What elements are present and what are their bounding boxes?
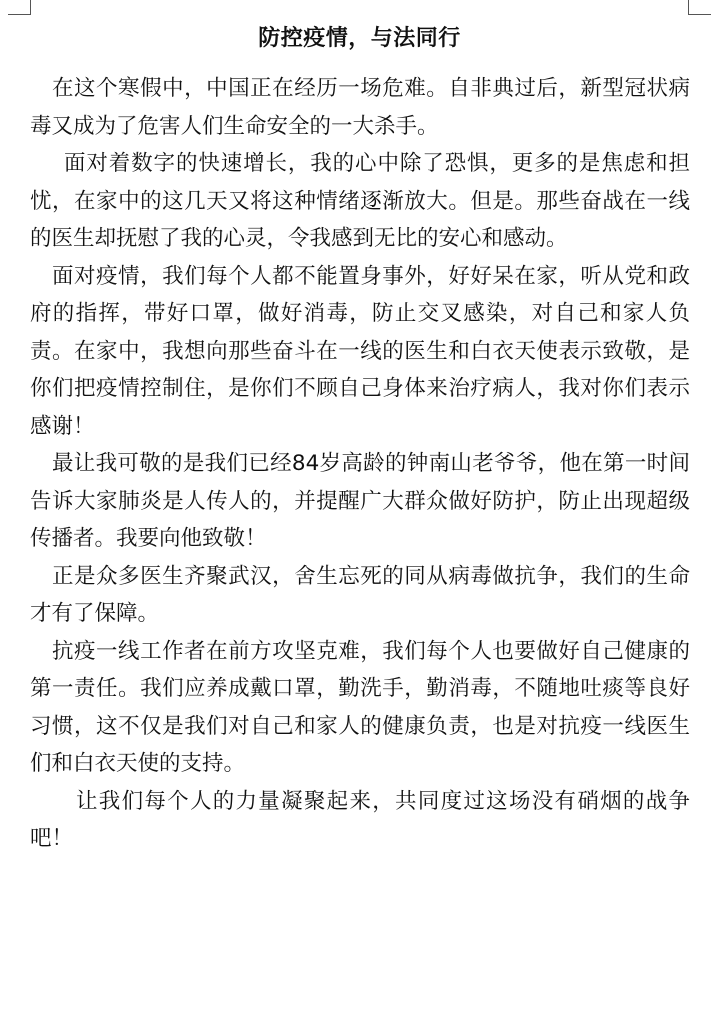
paragraph-7: 让我们每个人的力量凝聚起来，共同度过这场没有硝烟的战争吧！ [30, 788, 690, 851]
document-title: 防控疫情，与法同行 [258, 26, 461, 51]
paragraph-6: 抗疫一线工作者在前方攻坚克难，我们每个人也要做好自己健康的第一责任。我们应养成戴口罩，勤洗手，勤消毒，不随地吐痰等良好习惯，这不仅是我们对自己和家人的健康负责，也是对抗疫一线医生们和白衣天使的支持。 [30, 638, 690, 776]
page-corner-mark-left [8, 0, 31, 15]
page-corner-mark-right [688, 0, 711, 15]
paragraph-4: 最让我可敬的是我们已经84岁高龄的钟南山老爷爷，他在第一时间告诉大家肺炎是人传人的，并提醒广大群众做好防护，防止出现超级传播者。我要向他致敬！ [30, 451, 690, 551]
paragraph-2: 面对着数字的快速增长，我的心中除了恐惧，更多的是焦虑和担忧，在家中的这几天又将这种情绪逐渐放大。但是。那些奋战在一线的医生却抚慰了我的心灵，令我感到无比的安心和感动。 [30, 151, 690, 251]
paragraph-5: 正是众多医生齐聚武汉，舍生忘死的同从病毒做抗争，我们的生命才有了保障。 [30, 563, 690, 626]
paragraph-1: 在这个寒假中，中国正在经历一场危难。自非典过后，新型冠状病毒又成为了危害人们生命安全的一大杀手。 [30, 76, 690, 139]
document-body [30, 70, 690, 858]
paragraph-3: 面对疫情，我们每个人都不能置身事外，好好呆在家，听从党和政府的指挥，带好口罩，做好消毒，防止交叉感染，对自己和家人负责。在家中，我想向那些奋斗在一线的医生和白衣天使表示致敬，是你们把疫情控制住，是你们不顾自己身体来治疗病人，我对你们表示感谢！ [30, 263, 690, 439]
